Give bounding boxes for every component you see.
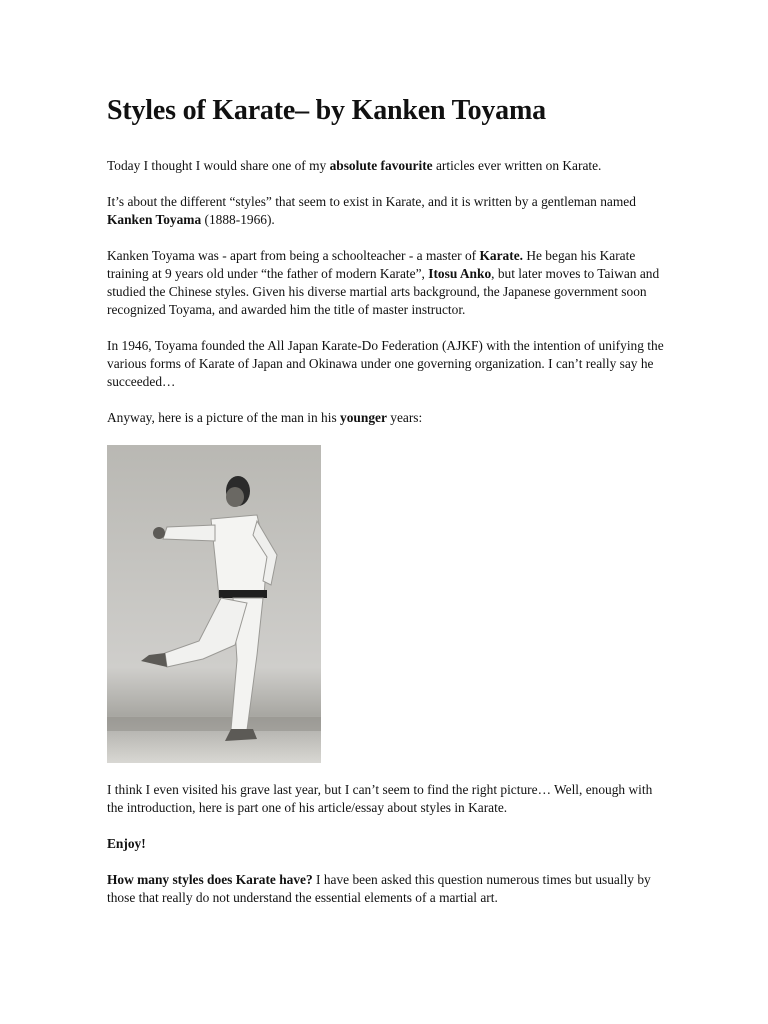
paragraph-grave: I think I even visited his grave last year, but I can’t seem to find the right picture… Well, enough with the introduction, here is part one of his article/essay about styles in Karate. bbox=[107, 782, 653, 815]
picture-intro-bold: younger bbox=[340, 410, 387, 425]
paragraph-intro bbox=[107, 157, 667, 175]
styles-text: It’s about the different “styles” that seem to exist in Karate, and it is written by a gentleman named bbox=[107, 194, 636, 209]
bio-text-e: , but later moves to Taiwan and studied the Chinese styles. Given his diverse martial arts background, the Japanese government soon recognized Toyama, and awarded him the title of master instructor. bbox=[107, 266, 660, 317]
intro-text-a: Today I thought I would share one of my bbox=[107, 158, 330, 173]
paragraph-enjoy bbox=[107, 835, 667, 853]
photo-floor-line bbox=[107, 717, 321, 731]
paragraph-ajkf: In 1946, Toyama founded the All Japan Karate-Do Federation (AJKF) with the intention of unifying the various forms of Karate of Japan and Okinawa under one governing organization. I can’t really say he succeeded… bbox=[107, 338, 664, 389]
article bbox=[107, 92, 667, 925]
paragraph-biography bbox=[107, 247, 667, 319]
page-title: Styles of Karate– by Kanken Toyama bbox=[107, 95, 546, 126]
author-name-bold: Kanken Toyama bbox=[107, 212, 202, 227]
bio-itosu-bold: Itosu Anko bbox=[428, 266, 492, 281]
picture-intro-c: years: bbox=[386, 410, 423, 425]
photo-background bbox=[107, 445, 321, 763]
figure-belt bbox=[219, 590, 267, 598]
picture-intro-a: Anyway, here is a picture of the man in his bbox=[107, 410, 341, 425]
paragraph-question bbox=[107, 871, 667, 907]
bio-text-a: Kanken Toyama was - apart from being a schoolteacher - a master of bbox=[107, 248, 480, 263]
enjoy-bold: Enjoy! bbox=[107, 836, 146, 851]
karateka-photo bbox=[107, 445, 321, 763]
author-dates: (1888-1966). bbox=[201, 212, 275, 227]
bio-text-c: He began his Karate training at 9 years old under “the father of modern Karate”, bbox=[107, 248, 636, 281]
paragraph-picture-intro bbox=[107, 409, 667, 427]
figure-left-arm bbox=[163, 525, 215, 541]
question-bold: How many styles does Karate have? bbox=[107, 872, 313, 887]
bio-karate-bold: Karate. bbox=[479, 248, 523, 263]
paragraph-styles bbox=[107, 193, 667, 229]
intro-text-c: articles ever written on Karate. bbox=[432, 158, 602, 173]
intro-bold: absolute favourite bbox=[329, 158, 433, 173]
karateka-photo-illustration bbox=[107, 445, 321, 763]
figure-fist bbox=[153, 527, 165, 539]
question-text: I have been asked this question numerous times but usually by those that really do not understand the essential elements of a martial art. bbox=[107, 872, 651, 905]
figure-face bbox=[226, 487, 244, 507]
